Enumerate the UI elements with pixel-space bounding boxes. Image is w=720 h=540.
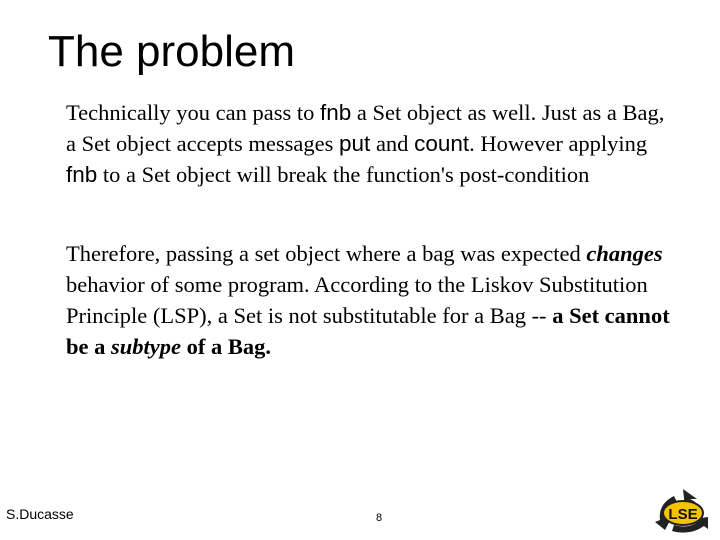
slide-title: The problem (48, 27, 296, 76)
p1-text-1: Technically you can pass to (66, 100, 320, 125)
p2-bold-2: of a Bag. (181, 334, 271, 359)
code-put: put (339, 131, 371, 156)
p2-text-2: behavior of some program. According to the Liskov Substitution Principle (LSP), a Set is not substitutable for a Bag -- (66, 272, 648, 328)
p1-text-5: to a Set object will break the function's post-condition (97, 162, 590, 187)
page-number: 8 (376, 512, 383, 524)
p1-text-2: a Set object as well. Just as a Bag, a Set object accepts messages (66, 100, 665, 156)
code-fnb-2: fnb (66, 162, 98, 187)
p2-text-1: Therefore, passing a set object where a bag was expected (66, 241, 587, 266)
lse-logo-icon (650, 484, 716, 536)
paragraph-2 (66, 238, 676, 362)
logo-text: LSE (668, 506, 698, 523)
code-fnb: fnb (319, 100, 352, 125)
p1-text-4: . However applying (469, 131, 648, 156)
code-count: count (414, 131, 470, 156)
emphasis-changes: changes (586, 241, 663, 266)
p1-text-3: and (370, 131, 415, 156)
paragraph-1 (66, 97, 676, 190)
footer-author: S.Ducasse (6, 506, 74, 522)
emphasis-subtype: subtype (111, 334, 181, 359)
p2-bold-1: a Set cannot be a (66, 303, 670, 359)
